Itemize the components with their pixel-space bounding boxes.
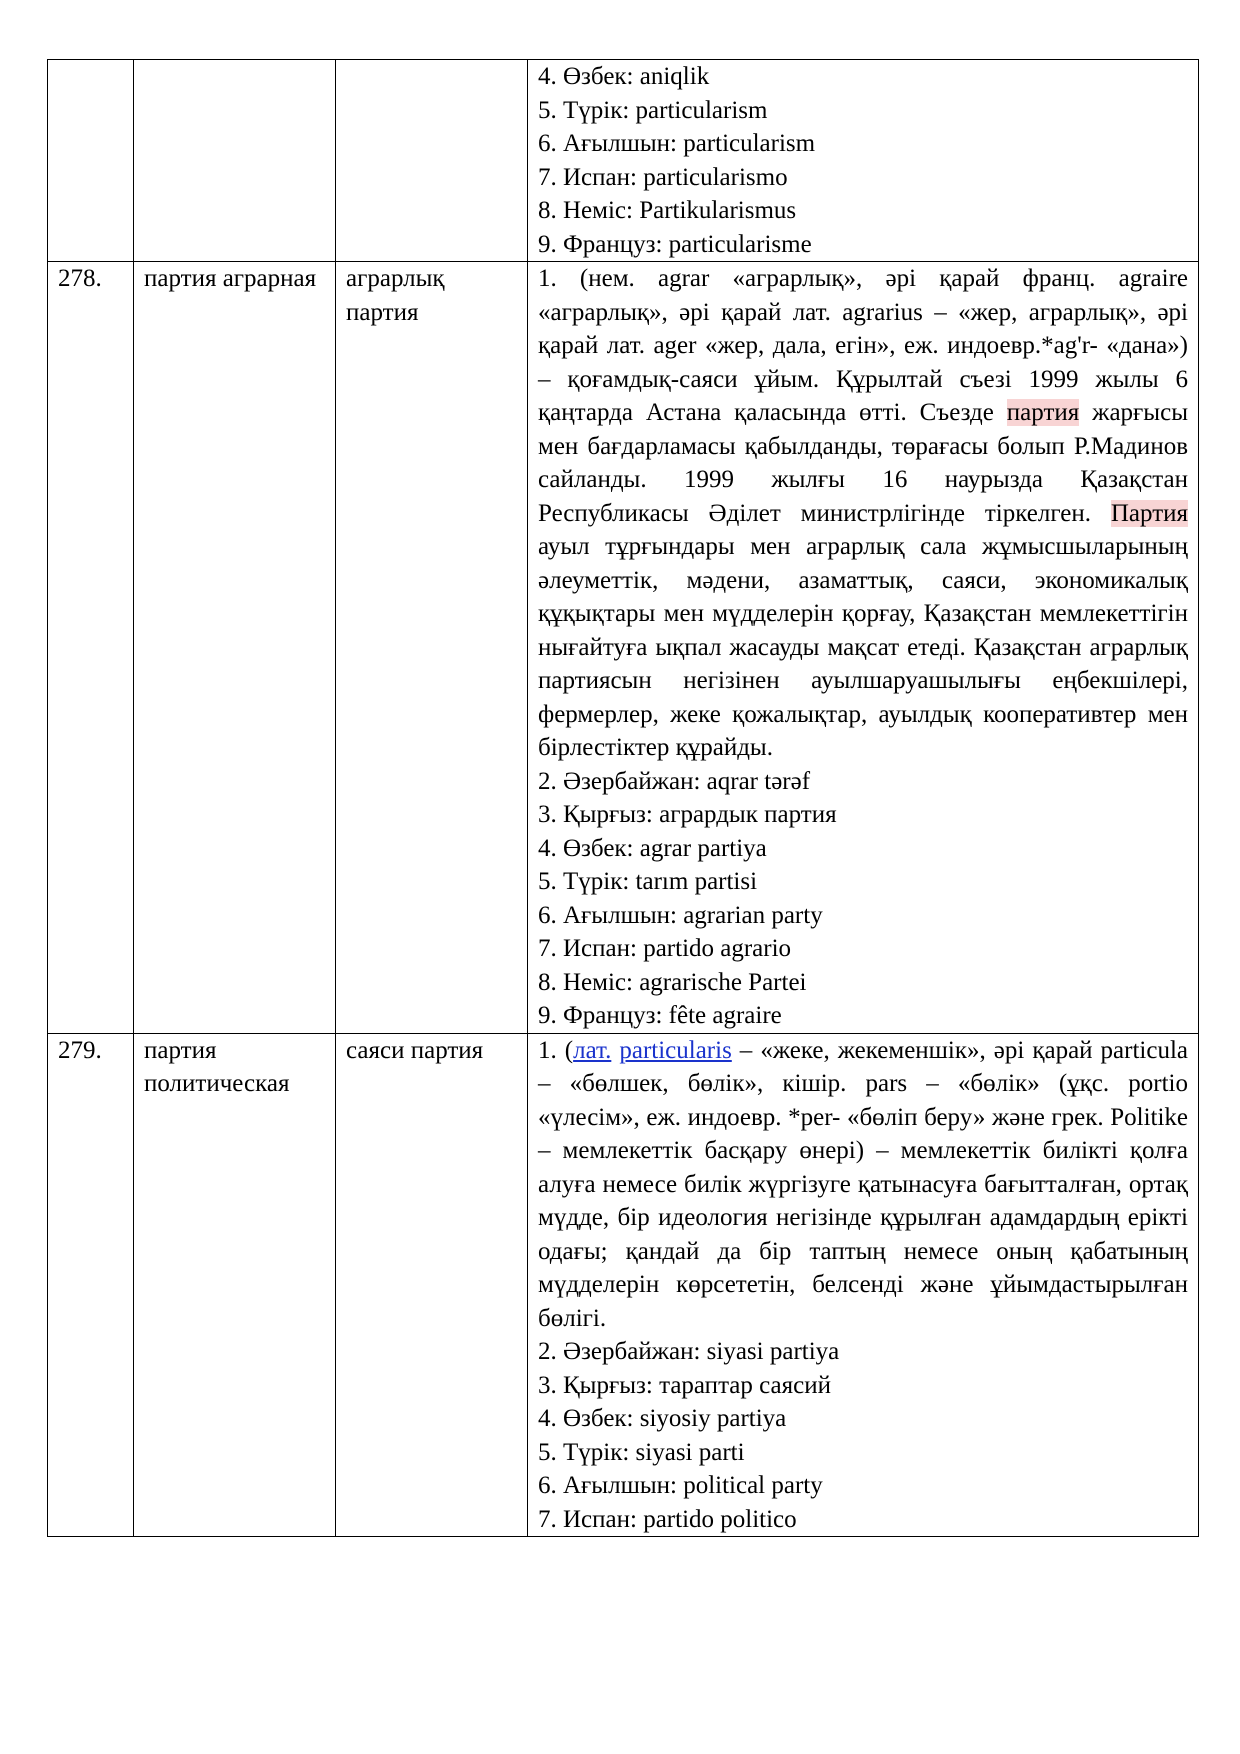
translation-line: 7. Испан: partido agrario [538,935,792,962]
definition-cell [528,262,1199,1034]
row-number: 278. [48,262,134,1034]
kazakh-term: саяси партия [336,1033,528,1537]
definition-part: 1. (нем. agrar «аграрлық», әрі қарай франц. agraire «аграрлық», әрі қарай лат. agrarius – «жер, аграрлық», әрі қарай лат. ager «жер, дала, егін», еж. индоевр.*ag'r- «дана») – қоғамдық-саяси ұйым. Құрылтай съезі 1999 жылы 6 қаңтарда Астана қаласында өтті. Съезде [538,265,1188,426]
translation-cell [528,60,1199,262]
definition-part: ауыл тұрғындары мен аграрлық сала жұмысшыларының әлеуметтік, мәдени, азаматтық, саяси, экономикалық құқықтары мен мүдделерін қорғау, Қазақстан мемлекеттігін нығайтуға ықпал жасауды мақсат етеді. Қазақстан аграрлық партиясын негізінен ауылшаруашылығы еңбекшілері, фермерлер, жеке қожалықтар, ауылдық кооперативтер мен бірлестіктер құрайды. [538,533,1188,761]
definition-part: – «жеке, жекеменшік», әрі қарай particula – «бөлшек, бөлік», кішір. pars – «бөлік» (ұқс. portio «үлесім», еж. индоевр. *per- «бөліп беру» және грек. Politike – мемлекеттік басқару өнері) – мемлекеттік билікті қолға алуға немесе билік жүргізуге қатынасуға бағытталған, ортақ мүдде, бір идеология негізінде құрылған адамдардың ерікті одағы; қандай да бір таптың немесе оның қабатының мүдделерін көрсететін, белсенді және ұйымдастырылған бөлігі. [538,1036,1189,1332]
translation-line: 6. Ағылшын: agrarian party [538,901,823,929]
translation-line: 8. Неміс: agrarische Partei [538,968,807,996]
translation-line: 7. Испан: partido politico [538,1505,797,1533]
definition-text [538,262,1188,765]
definition-part: жарғысы мен бағдарламасы қабылданды, төрағасы болып Р.Мадинов сайланды. 1999 жылғы 16 наурызда Қазақстан Республикасы Әділет министрлігінде тіркелген. [538,399,1188,527]
definition-text [538,1034,1188,1336]
russian-term: партия политическая [134,1033,336,1537]
translation-line: 5. Түрік: particularism [538,96,768,124]
kazakh-term: аграрлық партия [336,262,528,1034]
highlighted-term: Партия [1110,499,1188,527]
translation-line: 6. Ағылшын: particularism [538,130,816,157]
definition-cell [528,1033,1199,1537]
terms-table [47,59,1199,1537]
row-number: 279. [48,1033,134,1537]
translation-line: 5. Түрік: tarım partisi [538,868,758,895]
translation-line: 6. Ағылшын: political party [538,1472,823,1499]
translation-line: 5. Түрік: siyasi parti [538,1438,745,1466]
translation-line: 3. Қырғыз: агрардык партия [538,801,837,828]
table-row [48,262,1199,1034]
definition-part: 1. ( [538,1036,574,1064]
table-row [48,60,1199,262]
kazakh-term [336,60,528,262]
translation-line: 2. Әзербайжан: siyasi partiya [538,1338,840,1365]
translation-line: 3. Қырғыз: тараптар саясий [538,1371,831,1399]
russian-term: партия аграрная [134,262,336,1034]
lat-link[interactable]: лат. [573,1036,612,1064]
translation-line: 9. Француз: fête agraire [538,1002,782,1029]
translation-line: 2. Әзербайжан: aqrar tərəf [538,767,811,795]
translation-line: 4. Өзбек: aniqlik [538,63,710,90]
table-row [48,1033,1199,1537]
row-number [48,60,134,262]
highlighted-term: партия [1006,399,1080,426]
translation-line: 7. Испан: particularismo [538,163,788,191]
translation-line: 4. Өзбек: agrar partiya [538,834,767,862]
translation-line: 4. Өзбек: siyosiy partiya [538,1405,787,1432]
translation-line: 9. Француз: particularisme [538,230,812,258]
particularis-link[interactable]: particularis [619,1036,732,1064]
document-page [47,59,1198,1537]
translation-line: 8. Неміс: Partikularismus [538,197,797,224]
russian-term [134,60,336,262]
